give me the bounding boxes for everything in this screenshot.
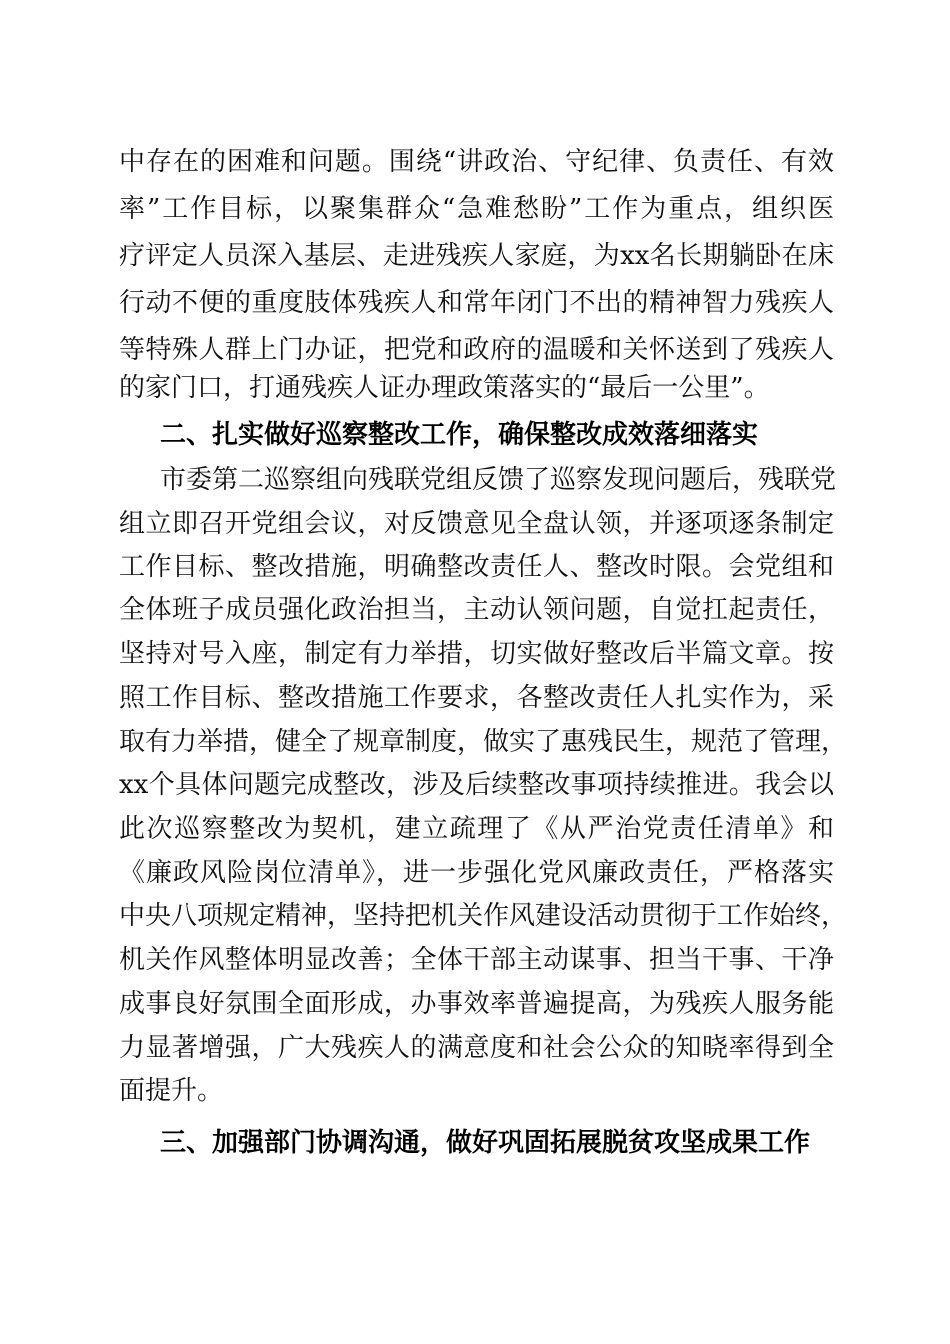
paragraph-line: 工作目标、整改措施，明确整改责任人、整改时限。会党组和 <box>119 552 834 582</box>
paragraph-line: 中央八项规定精神，坚持把机关作风建设活动贯彻于工作始终， <box>119 901 848 931</box>
paragraph-line: 全体班子成员强化政治担当，主动认领问题，自觉扛起责任， <box>119 595 834 625</box>
paragraph-line: 面提升。 <box>119 1076 224 1106</box>
paragraph-line: 疗评定人员深入基层、走进残疾人家庭，为xx名长期躺卧在床 <box>119 241 834 271</box>
paragraph-line: 等特殊人群上门办证，把党和政府的温暖和关怀送到了残疾人 <box>119 335 834 365</box>
paragraph-line: 成事良好氛围全面形成，办事效率普遍提高，为残疾人服务能 <box>119 989 834 1019</box>
paragraph-line: xx个具体问题完成整改，涉及后续整改事项持续推进。我会以 <box>119 770 834 800</box>
paragraph-line: 力显著增强，广大残疾人的满意度和社会公众的知晓率得到全 <box>119 1033 834 1063</box>
section-heading-2: 二、扎实做好巡察整改工作，确保整改成效落细落实 <box>160 420 759 450</box>
paragraph-line: 取有力举措，健全了规章制度，做实了惠残民生，规范了管理， <box>119 727 848 757</box>
paragraph-line: 此次巡察整改为契机，建立疏理了《从严治党责任清单》和 <box>119 814 834 844</box>
paragraph-line: 组立即召开党组会议，对反馈意见全盘认领，并逐项逐条制定 <box>119 509 834 539</box>
paragraph-line: 《廉政风险岗位清单》，进一步强化党风廉政责任，严格落实 <box>119 858 834 888</box>
paragraph-line: 行动不便的重度肢体残疾人和常年闭门不出的精神智力残疾人 <box>119 288 834 318</box>
paragraph-line: 坚持对号入座，制定有力举措，切实做好整改后半篇文章。按 <box>119 639 834 669</box>
paragraph-line: 中存在的困难和问题。围绕“讲政治、守纪律、负责任、有效 <box>119 147 834 177</box>
paragraph-line: 率”工作目标，以聚集群众“急难愁盼”工作为重点，组织医 <box>119 194 834 224</box>
paragraph-line: 市委第二巡察组向残联党组反馈了巡察发现问题后，残联党 <box>160 465 837 495</box>
paragraph-line: 的家门口，打通残疾人证办理政策落实的“最后一公里”。 <box>119 373 770 403</box>
paragraph-line: 照工作目标、整改措施工作要求，各整改责任人扎实作为，采 <box>119 683 834 713</box>
paragraph-line: 机关作风整体明显改善；全体干部主动谋事、担当干事、干净 <box>119 945 834 975</box>
section-heading-3: 三、加强部门协调沟通，做好巩固拓展脱贫攻坚成果工作 <box>160 1128 811 1158</box>
